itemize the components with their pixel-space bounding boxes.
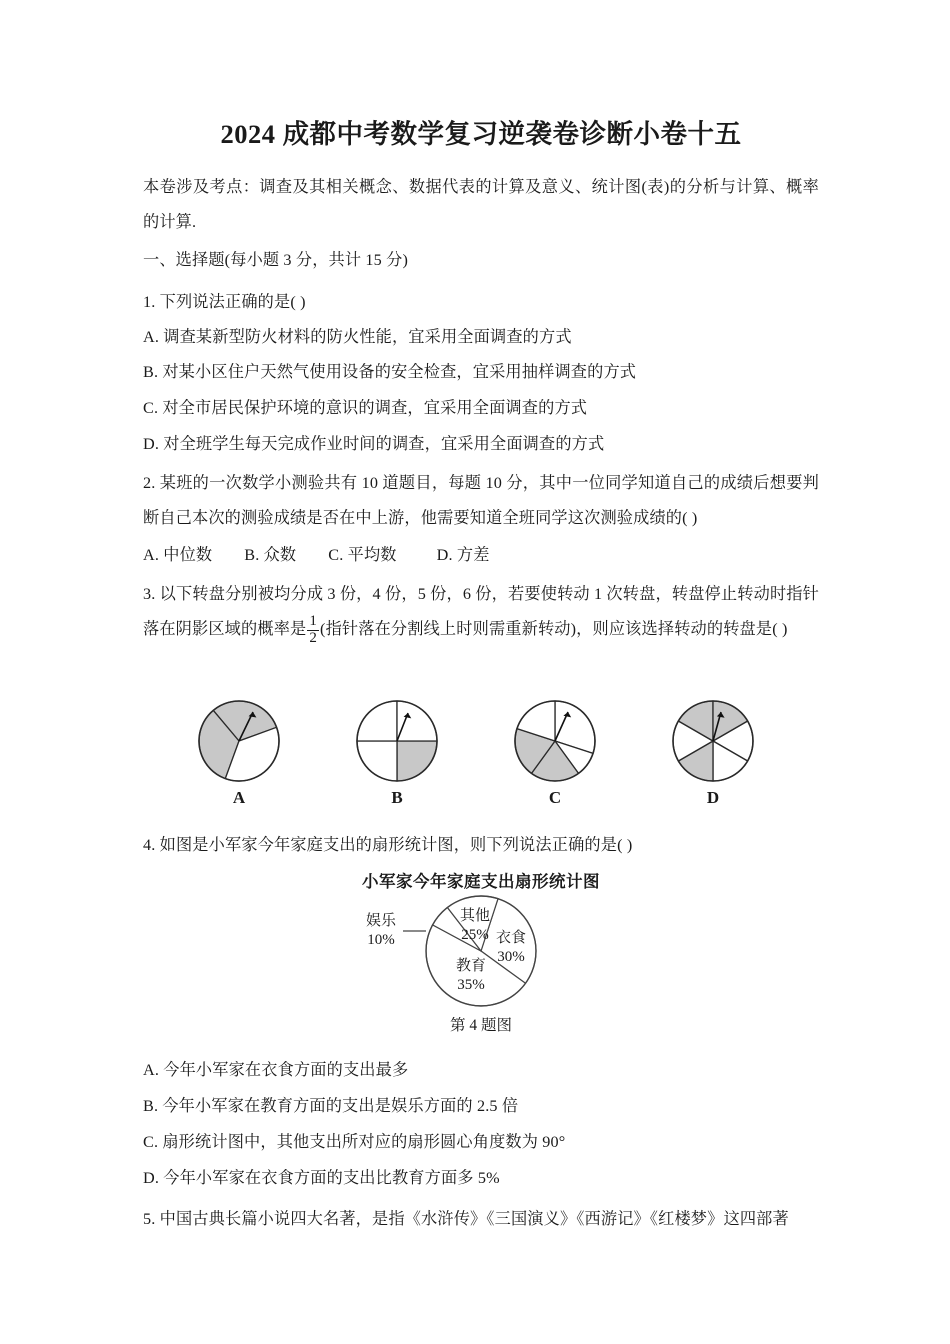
question-3-stem [143,577,819,647]
spinner-b-label: B [391,788,403,807]
spinner-option-c[interactable] [495,697,615,809]
page-title: 2024 成都中考数学复习逆袭卷诊断小卷十五 [220,119,742,149]
pie-label-qita-value: 25% [461,927,489,943]
pie-label-yishi-value: 30% [497,949,525,965]
question-1-option-b[interactable]: B. 对某小区住户天然气使用设备的安全检查，宜采用抽样调查的方式 [143,363,637,381]
spinner-c-svg [495,697,615,785]
spinner-b-svg [337,697,457,785]
pie-label-yule-value: 10% [367,932,395,948]
fraction-one-half [307,614,319,647]
pie-chart-svg [143,893,819,1018]
spinner-a-svg [179,697,299,785]
fraction-numerator: 1 [309,613,318,630]
question-1-stem: 1. 下列说法正确的是( ) [143,293,306,311]
exam-intro: 本卷涉及考点：调查及其相关概念、数据代表的计算及意义、统计图(表)的分析与计算、概率的计算. [143,178,819,231]
question-2-option-b[interactable]: B. 众数 [244,546,297,564]
question-4-option-c[interactable]: C. 扇形统计图中，其他支出所对应的扇形圆心角度数为 90° [143,1133,566,1151]
pie-label-jiaoyu-value: 35% [457,977,485,993]
pie-chart-caption: 第 4 题图 [449,1017,512,1034]
question-4-option-d[interactable]: D. 今年小军家在衣食方面的支出比教育方面多 5% [143,1169,500,1187]
fraction-denominator: 2 [309,629,318,646]
pie-label-qita-name: 其他 [459,908,491,924]
section-heading: 一、选择题(每小题 3 分，共计 15 分) [143,251,408,269]
question-1-option-c[interactable]: C. 对全市居民保护环境的意识的调查，宜采用全面调查的方式 [143,399,588,417]
spinner-d-label: D [706,788,720,807]
spinner-option-d[interactable] [653,697,773,809]
pie-label-jiaoyu-name: 教育 [455,958,487,974]
question-3-stem-part2: (指针落在分割线上时则需重新转动)，则应该选择转动的转盘是( ) [320,620,788,638]
question-2-option-a[interactable]: A. 中位数 [143,546,213,564]
question-4-option-a[interactable]: A. 今年小军家在衣食方面的支出最多 [143,1061,409,1079]
question-3-stem-part1: 3. 以下转盘分别被均分成 3 份，4 份，5 份，6 份，若要使转动 1 次转盘，转盘停止转动时指针落在阴影区域的概率是 [143,585,819,638]
spinner-option-b[interactable] [337,697,457,809]
spinner-d-svg [653,697,773,785]
question-2-option-c[interactable]: C. 平均数 [328,546,397,564]
question-1-option-d[interactable]: D. 对全班学生每天完成作业时间的调查，宜采用全面调查的方式 [143,435,605,453]
pie-chart-title: 小军家今年家庭支出扇形统计图 [362,873,600,891]
question-4-option-b[interactable]: B. 今年小军家在教育方面的支出是娱乐方面的 2.5 倍 [143,1097,519,1115]
question-2-options [143,538,819,573]
question-1-option-a[interactable]: A. 调查某新型防火材料的防火性能，宜采用全面调查的方式 [143,328,572,346]
question-2-stem: 2. 某班的一次数学小测验共有 10 道题目，每题 10 分，其中一位同学知道自己的成绩后想要判断自己本次的测验成绩是否在中上游，他需要知道全班同学这次测验成绩的( ) [143,474,819,527]
question-5-stem: 5. 中国古典长篇小说四大名著，是指《水浒传》《三国演义》《西游记》《红楼梦》这四部著 [143,1210,789,1228]
question-2-option-d[interactable]: D. 方差 [436,546,490,564]
spinner-a-label: A [232,788,246,807]
spinner-option-a[interactable] [179,697,299,809]
spinner-diagram-row [143,697,819,817]
spinner-c-label: C [548,788,562,807]
pie-label-yishi-name: 衣食 [495,930,527,946]
question-4-stem: 4. 如图是小军家今年家庭支出的扇形统计图，则下列说法正确的是( ) [143,836,633,854]
pie-label-yule-name: 娱乐 [365,913,397,929]
pie-chart [143,893,819,1023]
